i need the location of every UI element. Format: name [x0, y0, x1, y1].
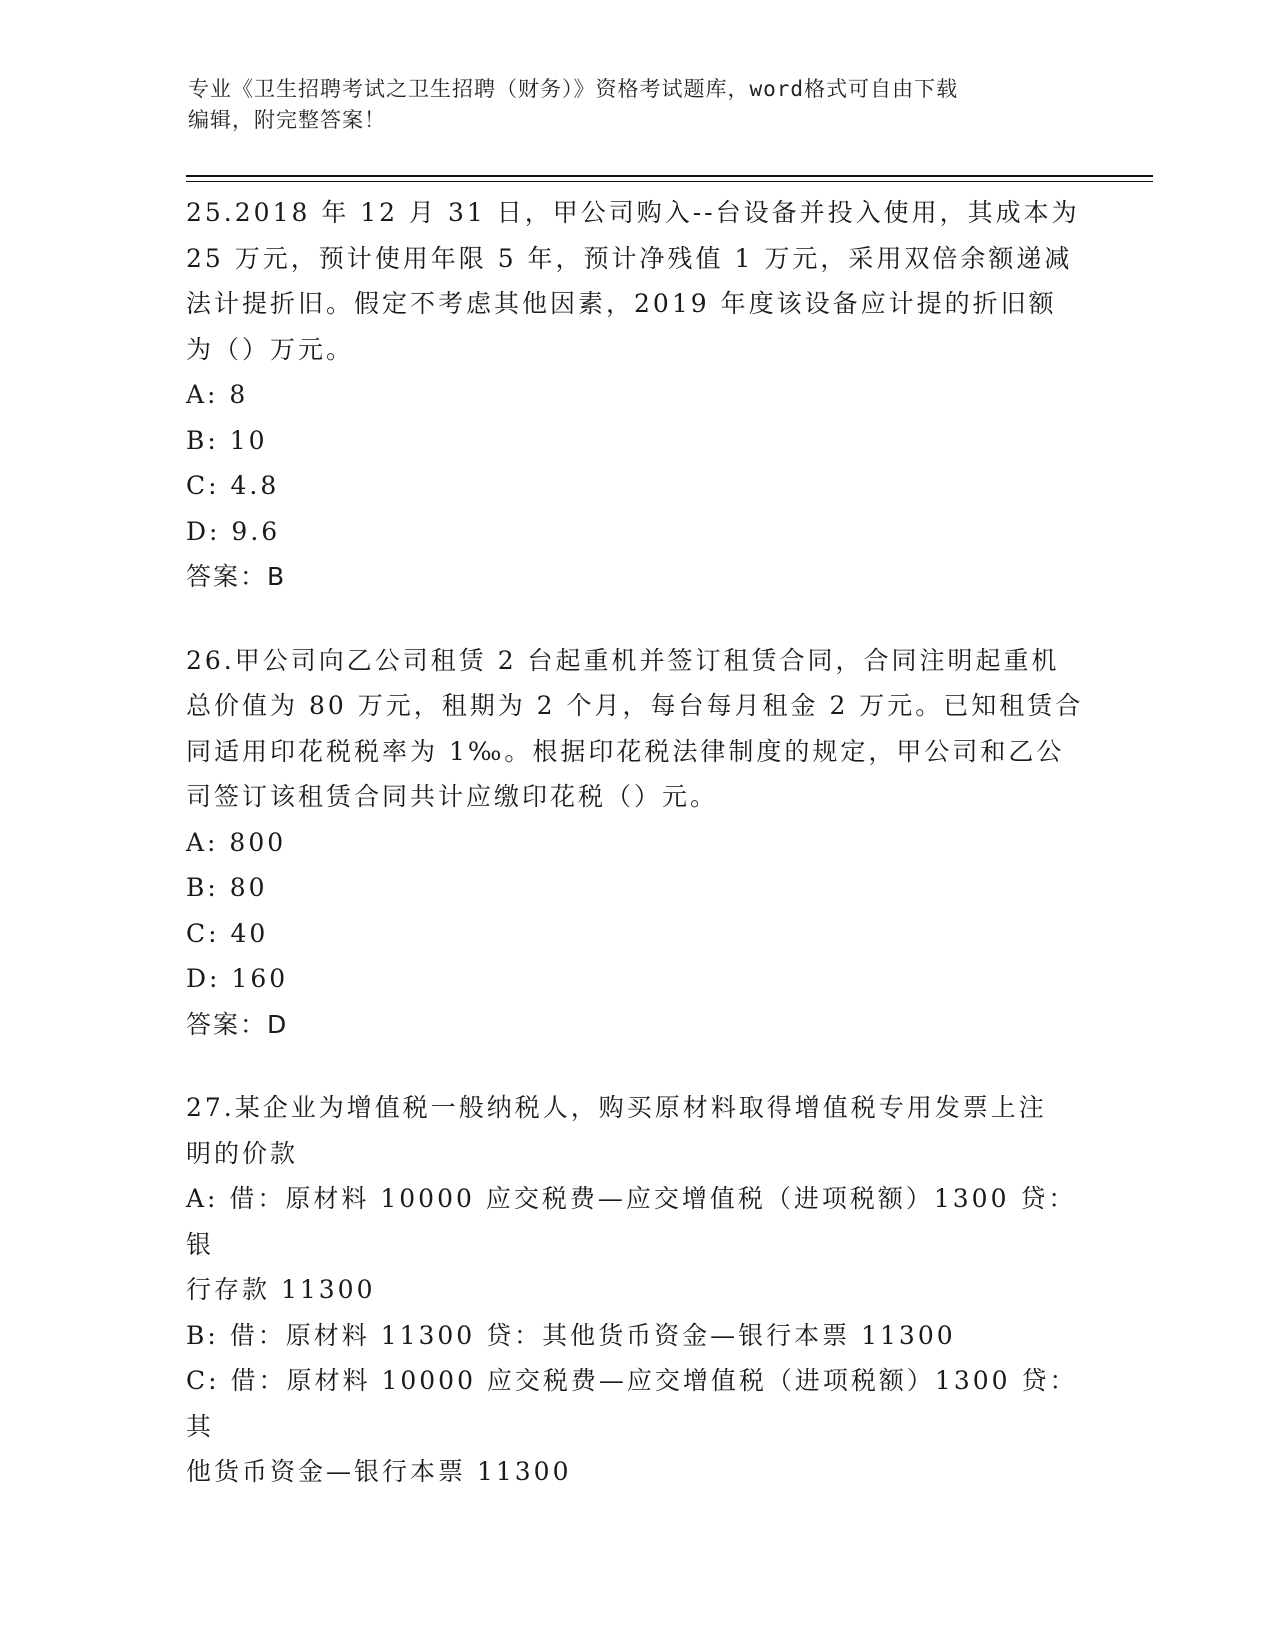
option-c: C: 4.8	[186, 471, 280, 500]
question-stem-line: 明的价款	[186, 1138, 299, 1168]
question-27	[186, 1085, 1086, 1495]
option-d: D: 160	[186, 964, 289, 993]
answer-label: 答案：D	[186, 1009, 289, 1039]
question-25	[186, 190, 1086, 600]
question-stem-line: 司签订该租赁合同共计应缴印花税（）元。	[186, 782, 719, 811]
option-c: C: 借：原材料 10000 应交税费—应交增值税（进项税额）1300 贷：其	[186, 1366, 1078, 1441]
option-b: B: 借：原材料 11300 贷：其他货币资金—银行本票 11300	[186, 1320, 956, 1350]
question-stem-line: 法计提折旧。假定不考虑其他因素，2019 年度该设备应计提的折旧额	[186, 289, 1057, 318]
option-d: D: 9.6	[186, 516, 281, 546]
document-header	[188, 74, 1088, 136]
header-rule-thin	[186, 181, 1153, 182]
option-a-continued: 行存款 11300	[186, 1275, 376, 1304]
option-b: B: 10	[186, 425, 268, 455]
option-a: A: 800	[186, 827, 287, 857]
option-c: C: 40	[186, 918, 269, 948]
question-26	[186, 638, 1086, 1048]
option-c-continued: 他货币资金—银行本票 11300	[186, 1457, 572, 1486]
option-a: A: 借：原材料 10000 应交税费—应交增值税（进项税额）1300 贷：银	[186, 1184, 1077, 1259]
question-stem-line: 为（）万元。	[186, 334, 355, 364]
question-list	[186, 190, 1086, 1495]
answer-label: 答案：B	[186, 562, 287, 591]
header-line-2: 编辑，附完整答案！	[188, 108, 386, 132]
question-stem-line: 25.2018 年 12 月 31 日，甲公司购入--台设备并投入使用，其成本为	[186, 198, 1080, 227]
header-rule-thick	[186, 175, 1153, 177]
question-stem-line: 25 万元，预计使用年限 5 年，预计净残值 1 万元，采用双倍余额递减	[186, 243, 1073, 273]
option-a: A: 8	[186, 380, 249, 409]
question-stem-line: 总价值为 80 万元，租期为 2 个月，每台每月租金 2 万元。已知租赁合	[186, 691, 1084, 720]
header-line-1: 专业《卫生招聘考试之卫生招聘（财务）》资格考试题库，word格式可自由下载	[188, 77, 959, 101]
option-b: B: 80	[186, 873, 268, 902]
question-stem-line: 同适用印花税税率为 1‰。根据印花税法律制度的规定，甲公司和乙公	[186, 736, 1065, 766]
question-stem-line: 27.某企业为增值税一般纳税人，购买原材料取得增值税专用发票上注	[186, 1093, 1047, 1122]
question-stem-line: 26.甲公司向乙公司租赁 2 台起重机并签订租赁合同，合同注明起重机	[186, 645, 1060, 675]
